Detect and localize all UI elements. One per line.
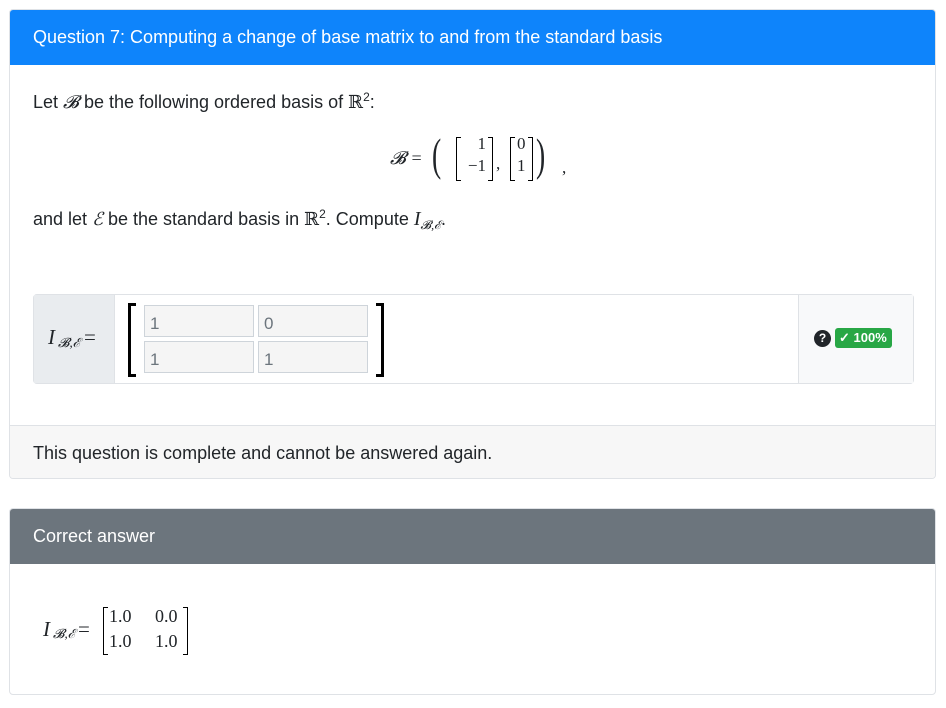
score-badge: ✓ 100%	[835, 328, 892, 348]
footer-message: This question is complete and cannot be answered again.	[33, 443, 493, 463]
correct-answer-matrix: I 𝓑,ℰ = 1.0 0.0 1.0 1.0	[40, 603, 260, 659]
matrix-input-r1c1[interactable]	[144, 305, 254, 337]
question-title: Question 7: Computing a change of base matrix to and from the standard basis	[10, 10, 935, 65]
matrix-right-bracket	[376, 303, 384, 377]
question-instruction: and let ℰ be the standard basis in ℝ$^2$. Compute $I_{𝓑,ℰ}$.	[33, 207, 447, 232]
matrix-input-r2c2[interactable]	[258, 341, 368, 373]
question-footer	[10, 425, 935, 479]
answer-label: I 𝓑,ℰ =	[34, 295, 115, 383]
basis-lhs: 𝓑 =	[390, 148, 423, 168]
matrix-input-r1c2[interactable]	[258, 305, 368, 337]
question-intro: Let 𝓑 be the following ordered basis of ℝ$^2$:	[33, 90, 375, 113]
basis-definition: 𝓑 = ( 1 −1 , 0 1 ) ,	[390, 129, 567, 180]
answer-input-group	[33, 294, 914, 384]
matrix-left-bracket	[128, 303, 136, 377]
correct-answer-title: Correct answer	[10, 509, 935, 564]
matrix-input-r2c1[interactable]	[144, 341, 254, 373]
help-icon[interactable]: ?	[814, 330, 831, 347]
answer-status	[798, 295, 913, 383]
correct-answer-card	[9, 508, 936, 695]
question-card	[9, 9, 936, 479]
